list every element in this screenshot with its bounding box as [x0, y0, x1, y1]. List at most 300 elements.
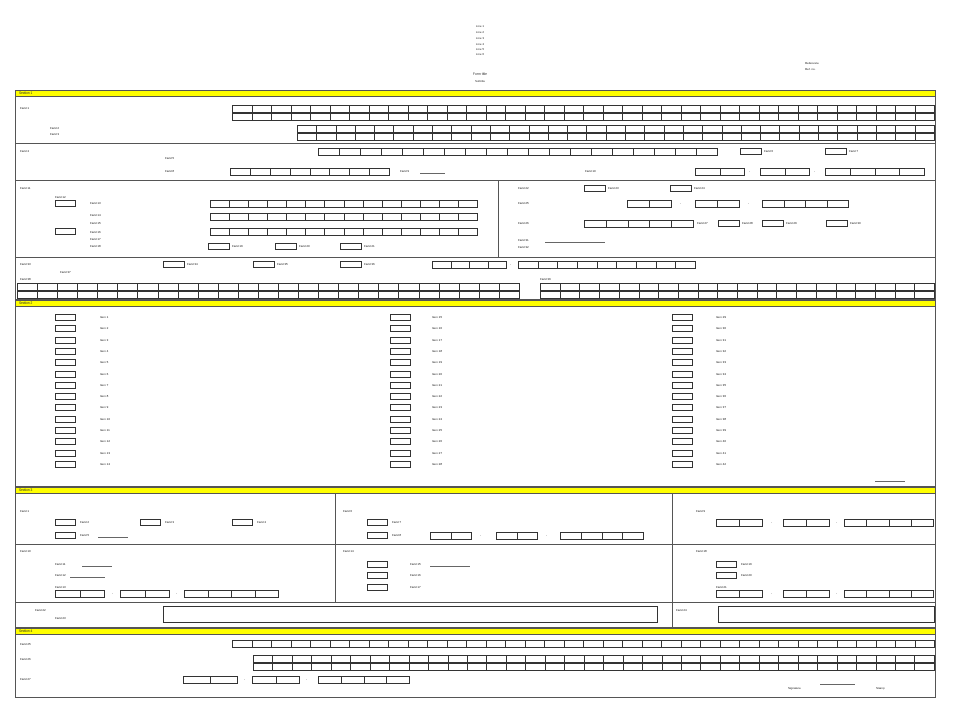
- grid-cell[interactable]: [643, 114, 663, 120]
- grid-cell[interactable]: [448, 114, 468, 120]
- grid-cell[interactable]: [410, 664, 429, 670]
- grid-cell[interactable]: [184, 677, 211, 683]
- checklist-box[interactable]: [55, 337, 76, 344]
- month-grid[interactable]: [695, 200, 740, 208]
- month-grid[interactable]: [783, 519, 830, 527]
- checklist-box[interactable]: [672, 438, 693, 445]
- grid-cell[interactable]: [394, 126, 413, 132]
- day-grid[interactable]: [627, 200, 672, 208]
- grid-cell[interactable]: [655, 149, 676, 155]
- grid-cell[interactable]: [585, 221, 607, 227]
- grid-cell[interactable]: [916, 106, 935, 112]
- grid-cell[interactable]: [18, 284, 38, 290]
- grid-cell[interactable]: [546, 656, 565, 662]
- grid-cell[interactable]: [826, 169, 851, 175]
- grid-cell[interactable]: [459, 214, 477, 220]
- grid-cell[interactable]: [402, 214, 421, 220]
- grid-cell[interactable]: [138, 292, 158, 298]
- small-box[interactable]: [718, 220, 740, 227]
- year-grid[interactable]: [844, 519, 934, 527]
- address-grid-3[interactable]: [210, 228, 478, 236]
- checklist-box[interactable]: [55, 382, 76, 389]
- grid-cell[interactable]: [350, 641, 370, 647]
- grid-cell[interactable]: [350, 114, 370, 120]
- grid-cell[interactable]: [337, 126, 356, 132]
- grid-cell[interactable]: [838, 641, 858, 647]
- grid-cell[interactable]: [740, 641, 760, 647]
- grid-cell[interactable]: [379, 292, 399, 298]
- grid-cell[interactable]: [634, 149, 655, 155]
- grid-cell[interactable]: [428, 106, 448, 112]
- grid-cell[interactable]: [876, 284, 896, 290]
- grid-cell[interactable]: [637, 262, 657, 268]
- grid-cell[interactable]: [254, 656, 273, 662]
- grid-cell[interactable]: [383, 229, 402, 235]
- grid-cell[interactable]: [409, 114, 429, 120]
- grid-cell[interactable]: [394, 134, 413, 140]
- grid-cell[interactable]: [331, 641, 351, 647]
- checklist-box[interactable]: [55, 450, 76, 457]
- grid-cell[interactable]: [740, 664, 759, 670]
- grid-cell[interactable]: [428, 641, 448, 647]
- grid-cell[interactable]: [662, 641, 682, 647]
- month-grid[interactable]: [496, 532, 538, 540]
- address-grid-1[interactable]: [210, 200, 478, 208]
- grid-cell[interactable]: [626, 126, 645, 132]
- small-box[interactable]: [275, 243, 297, 250]
- grid-cell[interactable]: [429, 656, 448, 662]
- grid-cell[interactable]: [497, 533, 518, 539]
- checklist-box[interactable]: [390, 404, 411, 411]
- grid-cell[interactable]: [740, 114, 760, 120]
- grid-cell[interactable]: [487, 656, 506, 662]
- grid-cell[interactable]: [676, 149, 697, 155]
- grid-cell[interactable]: [38, 284, 58, 290]
- date-grid[interactable]: [230, 168, 390, 176]
- small-box[interactable]: [253, 261, 275, 268]
- grid-cell[interactable]: [449, 664, 468, 670]
- grid-cell[interactable]: [703, 126, 722, 132]
- checklist-box[interactable]: [672, 404, 693, 411]
- grid-cell[interactable]: [565, 114, 585, 120]
- grid-cell[interactable]: [370, 114, 390, 120]
- checklist-box[interactable]: [672, 314, 693, 321]
- grid-cell[interactable]: [78, 292, 98, 298]
- year-grid[interactable]: [825, 168, 925, 176]
- grid-cell[interactable]: [858, 126, 877, 132]
- grid-cell[interactable]: [604, 641, 624, 647]
- grid-cell[interactable]: [287, 229, 306, 235]
- grid-cell[interactable]: [489, 262, 507, 268]
- grid-cell[interactable]: [561, 292, 581, 298]
- grid-cell[interactable]: [541, 292, 561, 298]
- grid-cell[interactable]: [877, 134, 896, 140]
- grid-cell[interactable]: [623, 114, 643, 120]
- email-grid[interactable]: [17, 283, 520, 291]
- grid-cell[interactable]: [179, 284, 199, 290]
- checklist-box[interactable]: [672, 371, 693, 378]
- grid-cell[interactable]: [480, 292, 500, 298]
- grid-cell[interactable]: [452, 533, 472, 539]
- code-grid-short[interactable]: [584, 220, 694, 228]
- grid-cell[interactable]: [317, 126, 336, 132]
- grid-cell[interactable]: [390, 664, 409, 670]
- grid-cell[interactable]: [470, 262, 489, 268]
- grid-cell[interactable]: [761, 126, 780, 132]
- checklist-box[interactable]: [672, 325, 693, 332]
- grid-cell[interactable]: [370, 169, 389, 175]
- declarant-grid[interactable]: [232, 640, 935, 648]
- checklist-box[interactable]: [390, 348, 411, 355]
- grid-cell[interactable]: [231, 169, 251, 175]
- grid-cell[interactable]: [838, 664, 857, 670]
- grid-cell[interactable]: [433, 126, 452, 132]
- grid-cell[interactable]: [332, 656, 351, 662]
- grid-cell[interactable]: [584, 641, 604, 647]
- grid-cell[interactable]: [828, 201, 849, 207]
- grid-cell[interactable]: [319, 292, 339, 298]
- grid-cell[interactable]: [460, 284, 480, 290]
- grid-cell[interactable]: [159, 284, 179, 290]
- grid-cell[interactable]: [452, 126, 471, 132]
- grid-cell[interactable]: [138, 284, 158, 290]
- grid-cell[interactable]: [487, 106, 507, 112]
- grid-cell[interactable]: [345, 201, 364, 207]
- grid-cell[interactable]: [723, 134, 742, 140]
- checklist-box[interactable]: [390, 359, 411, 366]
- grid-cell[interactable]: [219, 292, 239, 298]
- grid-cell[interactable]: [650, 221, 672, 227]
- grid-cell[interactable]: [472, 126, 491, 132]
- grid-cell[interactable]: [838, 126, 857, 132]
- grid-cell[interactable]: [199, 292, 219, 298]
- grid-cell[interactable]: [306, 201, 325, 207]
- grid-cell[interactable]: [383, 201, 402, 207]
- grid-cell[interactable]: [740, 520, 762, 526]
- day-grid[interactable]: [430, 532, 472, 540]
- code-grid[interactable]: [318, 148, 718, 156]
- grid-cell[interactable]: [857, 114, 877, 120]
- grid-cell[interactable]: [370, 106, 390, 112]
- checklist-box[interactable]: [390, 438, 411, 445]
- ident-grid-2[interactable]: [540, 291, 935, 299]
- grid-cell[interactable]: [857, 656, 876, 662]
- grid-cell[interactable]: [81, 591, 105, 597]
- grid-cell[interactable]: [896, 641, 916, 647]
- grid-cell[interactable]: [679, 292, 699, 298]
- grid-cell[interactable]: [312, 664, 331, 670]
- checklist-box[interactable]: [672, 359, 693, 366]
- grid-cell[interactable]: [682, 664, 701, 670]
- grid-cell[interactable]: [508, 149, 529, 155]
- grid-cell[interactable]: [760, 114, 780, 120]
- grid-cell[interactable]: [414, 126, 433, 132]
- grid-cell[interactable]: [603, 533, 624, 539]
- checklist-box[interactable]: [55, 371, 76, 378]
- grid-cell[interactable]: [298, 126, 317, 132]
- grid-cell[interactable]: [325, 201, 344, 207]
- grid-cell[interactable]: [424, 149, 445, 155]
- grid-cell[interactable]: [399, 292, 419, 298]
- grid-cell[interactable]: [568, 126, 587, 132]
- grid-cell[interactable]: [371, 656, 390, 662]
- grid-cell[interactable]: [896, 292, 916, 298]
- grid-cell[interactable]: [487, 149, 508, 155]
- grid-cell[interactable]: [645, 126, 664, 132]
- grid-cell[interactable]: [58, 292, 78, 298]
- grid-cell[interactable]: [420, 284, 440, 290]
- grid-cell[interactable]: [672, 221, 693, 227]
- grid-cell[interactable]: [819, 126, 838, 132]
- grid-cell[interactable]: [445, 149, 466, 155]
- small-box[interactable]: [340, 261, 362, 268]
- grid-cell[interactable]: [613, 149, 634, 155]
- grid-cell[interactable]: [697, 149, 717, 155]
- grid-cell[interactable]: [696, 169, 721, 175]
- checklist-box[interactable]: [390, 427, 411, 434]
- grid-cell[interactable]: [487, 641, 507, 647]
- grid-cell[interactable]: [818, 641, 838, 647]
- grid-cell[interactable]: [383, 214, 402, 220]
- checkbox[interactable]: [367, 561, 388, 568]
- grid-cell[interactable]: [565, 664, 584, 670]
- grid-cell[interactable]: [877, 664, 896, 670]
- grid-cell[interactable]: [623, 106, 643, 112]
- grid-cell[interactable]: [287, 201, 306, 207]
- ident-grid[interactable]: [540, 283, 935, 291]
- grid-cell[interactable]: [912, 591, 933, 597]
- grid-cell[interactable]: [387, 677, 409, 683]
- year-grid[interactable]: [318, 676, 410, 684]
- grid-cell[interactable]: [230, 214, 249, 220]
- grid-cell[interactable]: [598, 262, 618, 268]
- grid-cell[interactable]: [299, 284, 319, 290]
- grid-cell[interactable]: [912, 520, 933, 526]
- grid-cell[interactable]: [365, 677, 388, 683]
- grid-cell[interactable]: [364, 229, 383, 235]
- grid-cell[interactable]: [541, 284, 561, 290]
- grid-cell[interactable]: [760, 641, 780, 647]
- grid-cell[interactable]: [837, 292, 857, 298]
- grid-cell[interactable]: [799, 114, 819, 120]
- grid-cell[interactable]: [856, 292, 876, 298]
- checklist-box[interactable]: [55, 314, 76, 321]
- grid-cell[interactable]: [549, 134, 568, 140]
- grid-cell[interactable]: [876, 169, 901, 175]
- grid-cell[interactable]: [718, 292, 738, 298]
- grid-cell[interactable]: [510, 126, 529, 132]
- grid-cell[interactable]: [818, 114, 838, 120]
- grid-cell[interactable]: [421, 214, 440, 220]
- grid-cell[interactable]: [219, 284, 239, 290]
- grid-cell[interactable]: [440, 292, 460, 298]
- checklist-box[interactable]: [390, 450, 411, 457]
- grid-cell[interactable]: [915, 292, 934, 298]
- grid-cell[interactable]: [256, 591, 279, 597]
- small-box[interactable]: [163, 261, 185, 268]
- grid-cell[interactable]: [429, 664, 448, 670]
- grid-cell[interactable]: [777, 292, 797, 298]
- grid-cell[interactable]: [568, 134, 587, 140]
- grid-cell[interactable]: [758, 292, 778, 298]
- grid-cell[interactable]: [916, 641, 935, 647]
- checklist-box[interactable]: [390, 371, 411, 378]
- grid-cell[interactable]: [763, 201, 785, 207]
- grid-cell[interactable]: [500, 292, 519, 298]
- grid-cell[interactable]: [350, 169, 370, 175]
- grid-cell[interactable]: [507, 664, 526, 670]
- grid-cell[interactable]: [818, 656, 837, 662]
- checklist-box[interactable]: [390, 314, 411, 321]
- grid-cell[interactable]: [723, 126, 742, 132]
- grid-cell[interactable]: [390, 656, 409, 662]
- grid-cell[interactable]: [721, 106, 741, 112]
- grid-cell[interactable]: [472, 134, 491, 140]
- grid-cell[interactable]: [857, 106, 877, 112]
- grid-cell[interactable]: [761, 169, 786, 175]
- grid-cell[interactable]: [311, 114, 331, 120]
- grid-cell[interactable]: [364, 214, 383, 220]
- checkbox[interactable]: [140, 519, 161, 526]
- address-grid-2[interactable]: [210, 213, 478, 221]
- grid-cell[interactable]: [858, 134, 877, 140]
- grid-cell[interactable]: [312, 656, 331, 662]
- grid-cell[interactable]: [449, 656, 468, 662]
- phone-grid[interactable]: [518, 261, 696, 269]
- checkbox[interactable]: [367, 572, 388, 579]
- grid-cell[interactable]: [659, 284, 679, 290]
- grid-cell[interactable]: [760, 106, 780, 112]
- grid-cell[interactable]: [701, 656, 720, 662]
- grid-cell[interactable]: [351, 664, 370, 670]
- grid-cell[interactable]: [628, 201, 650, 207]
- grid-cell[interactable]: [877, 641, 897, 647]
- grid-cell[interactable]: [561, 533, 582, 539]
- grid-cell[interactable]: [761, 134, 780, 140]
- grid-cell[interactable]: [580, 292, 600, 298]
- checkbox[interactable]: [55, 200, 76, 207]
- grid-cell[interactable]: [682, 656, 701, 662]
- checklist-box[interactable]: [672, 461, 693, 468]
- grid-cell[interactable]: [818, 106, 838, 112]
- grid-cell[interactable]: [211, 214, 230, 220]
- grid-cell[interactable]: [306, 229, 325, 235]
- grid-cell[interactable]: [146, 591, 170, 597]
- grid-cell[interactable]: [916, 114, 935, 120]
- grid-cell[interactable]: [742, 126, 761, 132]
- grid-cell[interactable]: [578, 262, 598, 268]
- grid-cell[interactable]: [643, 106, 663, 112]
- grid-cell[interactable]: [760, 656, 779, 662]
- grid-cell[interactable]: [118, 292, 138, 298]
- grid-cell[interactable]: [662, 114, 682, 120]
- grid-cell[interactable]: [58, 284, 78, 290]
- grid-cell[interactable]: [623, 641, 643, 647]
- grid-cell[interactable]: [539, 262, 559, 268]
- grid-cell[interactable]: [662, 106, 682, 112]
- grid-cell[interactable]: [877, 114, 897, 120]
- checkbox[interactable]: [55, 519, 76, 526]
- grid-cell[interactable]: [487, 664, 506, 670]
- grid-cell[interactable]: [721, 641, 741, 647]
- day-grid[interactable]: [716, 519, 763, 527]
- grid-cell[interactable]: [253, 677, 277, 683]
- grid-cell[interactable]: [332, 664, 351, 670]
- checklist-box[interactable]: [672, 337, 693, 344]
- grid-cell[interactable]: [233, 114, 253, 120]
- checklist-box[interactable]: [390, 393, 411, 400]
- grid-cell[interactable]: [699, 284, 719, 290]
- grid-cell[interactable]: [356, 126, 375, 132]
- grid-cell[interactable]: [239, 292, 259, 298]
- grid-cell[interactable]: [717, 591, 740, 597]
- grid-cell[interactable]: [239, 284, 259, 290]
- notes-box[interactable]: [718, 606, 935, 623]
- grid-cell[interactable]: [487, 114, 507, 120]
- grid-cell[interactable]: [701, 106, 721, 112]
- grid-cell[interactable]: [491, 134, 510, 140]
- grid-cell[interactable]: [758, 284, 778, 290]
- grid-cell[interactable]: [364, 201, 383, 207]
- grid-cell[interactable]: [558, 262, 578, 268]
- grid-cell[interactable]: [600, 284, 620, 290]
- grid-cell[interactable]: [529, 149, 550, 155]
- grid-cell[interactable]: [629, 221, 651, 227]
- grid-cell[interactable]: [682, 106, 702, 112]
- grid-cell[interactable]: [211, 201, 230, 207]
- grid-cell[interactable]: [643, 656, 662, 662]
- grid-cell[interactable]: [121, 591, 146, 597]
- grid-cell[interactable]: [838, 134, 857, 140]
- grid-cell[interactable]: [857, 664, 876, 670]
- checkbox[interactable]: [367, 584, 388, 591]
- grid-cell[interactable]: [339, 292, 359, 298]
- checklist-box[interactable]: [672, 416, 693, 423]
- checklist-box[interactable]: [55, 325, 76, 332]
- grid-cell[interactable]: [421, 201, 440, 207]
- grid-cell[interactable]: [421, 229, 440, 235]
- checklist-box[interactable]: [672, 382, 693, 389]
- grid-cell[interactable]: [585, 656, 604, 662]
- remarks-box[interactable]: [163, 606, 658, 623]
- grid-cell[interactable]: [740, 656, 759, 662]
- name-grid-row3[interactable]: [297, 125, 935, 133]
- grid-cell[interactable]: [507, 656, 526, 662]
- grid-cell[interactable]: [448, 106, 468, 112]
- grid-cell[interactable]: [287, 214, 306, 220]
- grid-cell[interactable]: [838, 114, 858, 120]
- checkbox[interactable]: [55, 532, 76, 539]
- grid-cell[interactable]: [268, 201, 287, 207]
- grid-cell[interactable]: [399, 284, 419, 290]
- grid-cell[interactable]: [604, 664, 623, 670]
- grid-cell[interactable]: [440, 214, 459, 220]
- day-grid[interactable]: [183, 676, 238, 684]
- grid-cell[interactable]: [620, 284, 640, 290]
- grid-cell[interactable]: [817, 284, 837, 290]
- grid-cell[interactable]: [361, 149, 382, 155]
- day-grid[interactable]: [55, 590, 105, 598]
- grid-cell[interactable]: [467, 106, 487, 112]
- grid-cell[interactable]: [389, 106, 409, 112]
- grid-cell[interactable]: [607, 221, 629, 227]
- grid-cell[interactable]: [506, 106, 526, 112]
- grid-cell[interactable]: [896, 114, 916, 120]
- grid-cell[interactable]: [460, 292, 480, 298]
- grid-cell[interactable]: [279, 292, 299, 298]
- grid-cell[interactable]: [584, 106, 604, 112]
- day-grid[interactable]: [695, 168, 745, 176]
